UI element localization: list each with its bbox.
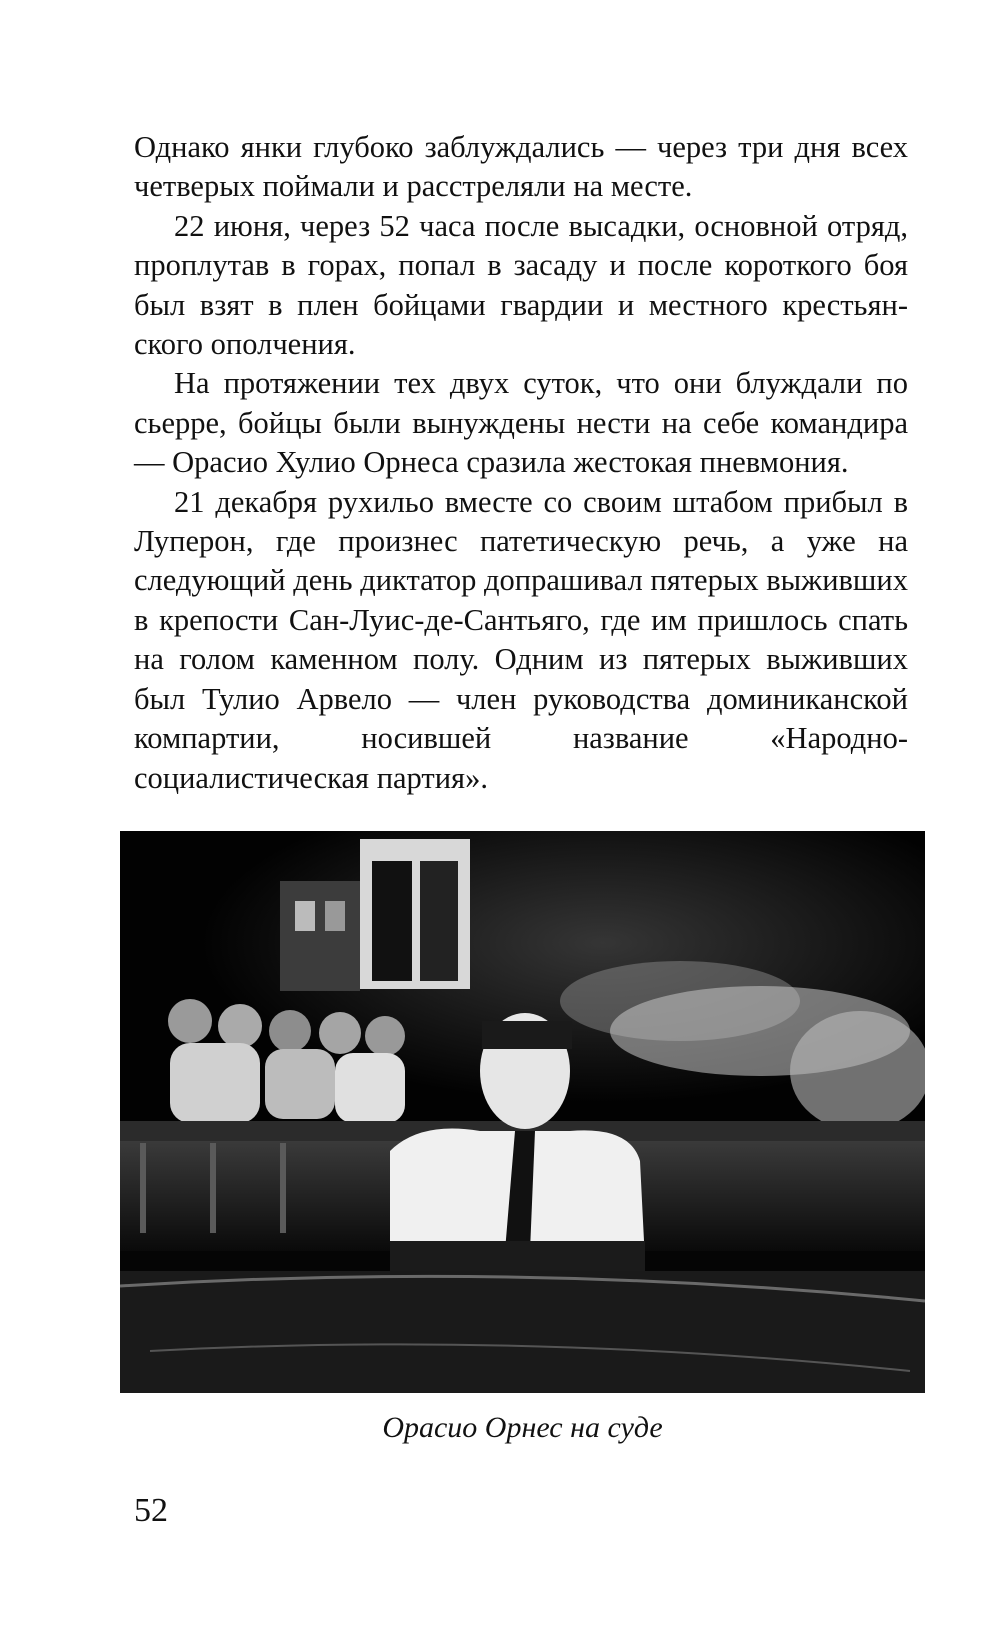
- photo-caption: Орасио Орнес на суде: [382, 1411, 663, 1444]
- paragraph-4: 21 декабря рухильо вместе со своим штабом прибыл в Луперон, где произнес патетическую речь, а уже на следующий день диктатор допрашивал пятерых выживших в крепости Сан-Луис-де-Сантьяго, где им пришлось спать на голом каменном полу. Одним из пятерых выживших был Тулио Арвело — член руководства доминиканской компартии, носившей название «Народно-социалистическая партия».: [134, 484, 908, 795]
- paragraph-2: 22 июня, через 52 часа после высадки, основной отряд, проплутав в горах, попал в засаду и после короткого боя был взят в плен бойцами гвардии и местного крестьянского ополчения.: [134, 208, 908, 362]
- courtroom-photo-image: [120, 831, 925, 1393]
- paragraph-1: Однако янки глубоко заблуждались — через три дня всех четверых поймали и расстреляли на месте.: [134, 130, 908, 204]
- body-text: [134, 128, 908, 798]
- paragraph-3: На протяжении тех двух суток, что они блуждали по сьерре, бойцы были вынуждены нести на себе командира — Орасио Хулио Орнеса сразила жестокая пневмония.: [134, 366, 908, 480]
- courtroom-photo: [120, 831, 925, 1393]
- page-number: 52: [134, 1492, 168, 1529]
